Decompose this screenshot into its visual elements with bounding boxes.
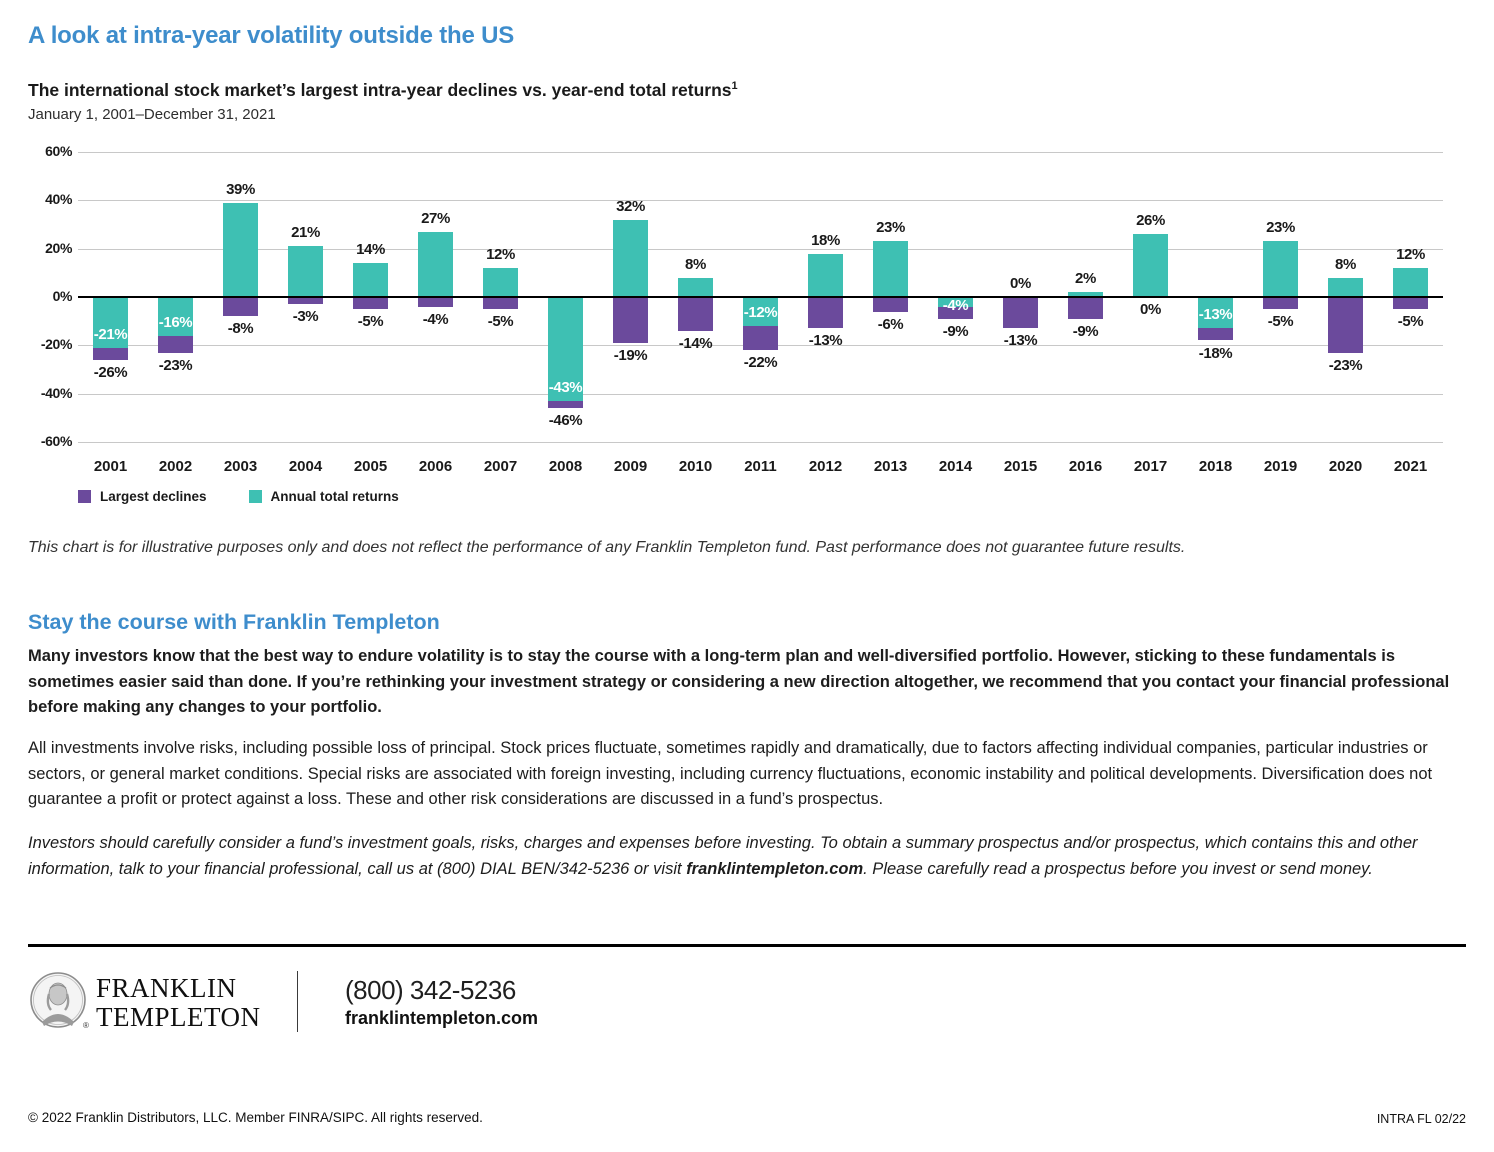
bar-value-label-return: 32%	[616, 197, 645, 215]
bar-value-label-return: 39%	[226, 180, 255, 198]
bar-value-label-return: -21%	[93, 325, 128, 343]
bar-value-label-return: 12%	[486, 246, 515, 263]
gridline	[78, 249, 1443, 250]
bar-largest-decline	[1003, 297, 1038, 328]
bar-value-label-return: 12%	[1396, 246, 1425, 263]
bar-value-label-decline: -5%	[1267, 313, 1294, 331]
y-axis-tick-label: 20%	[45, 239, 72, 256]
bar-value-label-decline: -3%	[292, 308, 319, 326]
bar-value-label-decline: -9%	[1072, 322, 1099, 340]
section-heading: Stay the course with Franklin Templeton	[28, 610, 440, 634]
bar-value-label-return: 27%	[421, 209, 450, 227]
bar-value-label-decline: -5%	[487, 313, 514, 331]
bar-value-label-decline: -26%	[93, 363, 128, 381]
gridline	[78, 200, 1443, 201]
bar-largest-decline	[613, 297, 648, 343]
y-axis-tick-label: 0%	[52, 288, 72, 304]
x-axis-year-label: 2021	[1393, 458, 1428, 475]
bar-value-label-return: 21%	[291, 224, 320, 242]
x-axis-year-label: 2011	[744, 458, 777, 475]
legend-label: Annual total returns	[270, 489, 399, 504]
paragraph-stay-the-course: Many investors know that the best way to endure volatility is to stay the course with a long-term plan and well-diversified portfolio. However, sticking to these fundamentals is sometimes easier said than done. If you’re rethinking your investment strategy or considering a new direction altogether, we recommend that you contact your financial professional before making any changes to your portfolio.	[28, 647, 1450, 716]
bar-value-label-return: -16%	[158, 313, 193, 331]
bar-largest-decline	[743, 326, 778, 350]
bar-value-label-decline: -9%	[942, 322, 969, 340]
bar-value-label-decline: -6%	[877, 315, 904, 333]
y-axis-tick-label: 60%	[45, 143, 72, 159]
bar-annual-return	[353, 263, 388, 297]
paragraph-risk-disclosure: All investments involve risks, including possible loss of principal. Stock prices fluctuate, sometimes rapidly and dramatically, due to factors affecting individual companies, particular industries or sectors, or general market conditions. Special risks are associated with foreign investing, including currency fluctuations, economic instability and political developments. Diversification does not guarantee a profit or protect against a loss. These and other risk considerations are discussed in a fund’s prospectus.	[28, 739, 1433, 808]
bar-annual-return	[808, 254, 843, 298]
gridline	[78, 442, 1443, 443]
bar-value-label-return: 0%	[1010, 275, 1031, 292]
bar-value-label-decline: -23%	[1328, 356, 1363, 374]
x-axis-year-label: 2010	[678, 458, 713, 475]
bar-largest-decline	[223, 297, 258, 316]
bar-annual-return	[418, 232, 453, 297]
bar-largest-decline	[353, 297, 388, 309]
brand-wordmark	[96, 974, 261, 1032]
page-title: A look at intra-year volatility outside the US	[28, 22, 515, 49]
bar-largest-decline	[93, 348, 128, 360]
x-axis-year-label: 2007	[483, 458, 518, 475]
bar-annual-return	[483, 268, 518, 297]
bar-largest-decline	[158, 336, 193, 353]
prospectus-text-before: Investors should carefully consider a fund’s investment goals, risks, charges and expenses before investing. To obtain a summary prospectus and/or prospectus, which contains this and other information, talk to your financial professional, call us at (800) DIAL BEN/342-5236 or visit	[28, 834, 1418, 878]
x-axis-year-label: 2018	[1198, 458, 1233, 475]
bar-annual-return	[678, 278, 713, 297]
bar-value-label-return: -12%	[743, 304, 778, 321]
x-axis-year-label: 2004	[288, 458, 323, 475]
y-axis-tick-label: -40%	[40, 384, 72, 401]
x-axis-year-label: 2014	[938, 458, 973, 475]
y-axis-tick-label: -60%	[40, 433, 72, 449]
gridline	[78, 152, 1443, 153]
bar-value-label-return: 23%	[876, 219, 905, 237]
prospectus-text-after: . Please carefully read a prospectus before you invest or send money.	[863, 859, 1373, 878]
bar-value-label-decline: -19%	[613, 346, 648, 364]
bar-value-label-decline: -4%	[422, 310, 449, 328]
bar-value-label-decline: -14%	[678, 334, 713, 352]
legend-swatch-teal	[249, 490, 262, 503]
brand-line-1: FRANKLIN	[96, 973, 237, 1003]
bar-annual-return	[223, 203, 258, 297]
bar-value-label-return: 8%	[685, 255, 706, 273]
x-axis-year-label: 2019	[1263, 458, 1298, 475]
x-axis-year-label: 2009	[613, 458, 648, 475]
bar-value-label-decline: -23%	[158, 356, 193, 374]
x-axis-zero-line	[78, 296, 1443, 298]
bar-annual-return	[873, 241, 908, 297]
footer-website: franklintempleton.com	[345, 1008, 539, 1028]
footer-vertical-divider	[297, 971, 298, 1032]
x-axis-year-label: 2005	[353, 458, 388, 475]
legend-item-largest-declines	[78, 489, 207, 504]
footer-copyright: © 2022 Franklin Distributors, LLC. Member FINRA/SIPC. All rights reserved.	[28, 1110, 483, 1125]
x-axis-year-label: 2001	[93, 458, 128, 475]
y-axis-tick-label: -20%	[40, 336, 72, 353]
bar-value-label-decline: -5%	[357, 313, 384, 331]
franklin-head-logo-icon	[28, 970, 90, 1034]
bar-annual-return	[1328, 278, 1363, 297]
bar-largest-decline	[1328, 297, 1363, 353]
x-axis-year-label: 2015	[1003, 458, 1038, 475]
bar-largest-decline	[288, 297, 323, 304]
legend-label: Largest declines	[100, 489, 207, 504]
bar-value-label-return: 2%	[1075, 270, 1096, 288]
x-axis-year-label: 2002	[158, 458, 193, 475]
bar-value-label-return: 14%	[356, 241, 385, 259]
x-axis-year-label: 2012	[808, 458, 843, 475]
y-axis-tick-label: 40%	[45, 191, 72, 208]
legend-item-annual-returns	[249, 489, 399, 504]
bar-annual-return	[613, 220, 648, 297]
bar-largest-decline	[1263, 297, 1298, 309]
bar-largest-decline	[1068, 297, 1103, 319]
svg-text:®: ®	[83, 1021, 89, 1030]
footnote-marker: 1	[731, 80, 738, 93]
x-axis-year-label: 2013	[873, 458, 908, 475]
x-axis-year-label: 2003	[223, 458, 258, 475]
bar-value-label-decline: -5%	[1397, 313, 1424, 331]
bar-largest-decline	[1393, 297, 1428, 309]
chart-disclaimer: This chart is for illustrative purposes only and does not reflect the performance of any Franklin Templeton fund. Past performance does not guarantee future results.	[28, 539, 1186, 556]
brand-line-2: TEMPLETON	[96, 1002, 261, 1032]
chart-legend	[78, 489, 399, 504]
bar-chart	[0, 0, 1494, 530]
bar-largest-decline	[678, 297, 713, 331]
paragraph-prospectus	[28, 831, 1468, 882]
bar-largest-decline	[808, 297, 843, 328]
footer-phone-number: (800) 342-5236	[345, 975, 516, 1005]
bar-value-label-decline: -8%	[227, 320, 254, 338]
legend-swatch-purple	[78, 490, 91, 503]
bar-value-label-decline: 0%	[1140, 301, 1161, 318]
bar-annual-return	[1393, 268, 1428, 297]
bar-value-label-return: 8%	[1335, 255, 1356, 273]
x-axis-year-label: 2020	[1328, 458, 1363, 475]
bar-annual-return	[1133, 234, 1168, 297]
footer-divider-rule	[28, 944, 1466, 947]
bar-value-label-decline: -22%	[743, 354, 778, 372]
x-axis-year-label: 2017	[1133, 458, 1168, 475]
bar-largest-decline	[418, 297, 453, 307]
x-axis-year-label: 2006	[418, 458, 453, 475]
bar-value-label-decline: -13%	[1003, 332, 1038, 350]
bar-value-label-return: -43%	[548, 378, 583, 396]
bar-value-label-decline: -18%	[1198, 344, 1233, 362]
bar-value-label-return: -4%	[942, 296, 969, 314]
bar-largest-decline	[1198, 328, 1233, 340]
bar-value-label-decline: -46%	[548, 412, 583, 430]
bar-value-label-return: 18%	[811, 231, 840, 249]
x-axis-year-label: 2016	[1068, 458, 1103, 475]
chart-date-range: January 1, 2001–December 31, 2021	[28, 106, 276, 123]
website-link-text: franklintempleton.com	[686, 859, 864, 878]
gridline	[78, 394, 1443, 395]
x-axis-year-label: 2008	[548, 458, 583, 475]
bar-value-label-return: -13%	[1198, 306, 1233, 324]
bar-largest-decline	[483, 297, 518, 309]
chart-heading-text: The international stock market’s largest intra-year declines vs. year-end total returns	[28, 80, 732, 100]
bar-value-label-return: 23%	[1266, 219, 1295, 237]
bar-annual-return	[1263, 241, 1298, 297]
bar-largest-decline	[548, 401, 583, 408]
footer-doc-code: INTRA FL 02/22	[1376, 1112, 1466, 1126]
bar-value-label-return: 26%	[1136, 212, 1165, 230]
bar-largest-decline	[873, 297, 908, 312]
bar-annual-return	[288, 246, 323, 297]
bar-value-label-decline: -13%	[808, 332, 843, 350]
